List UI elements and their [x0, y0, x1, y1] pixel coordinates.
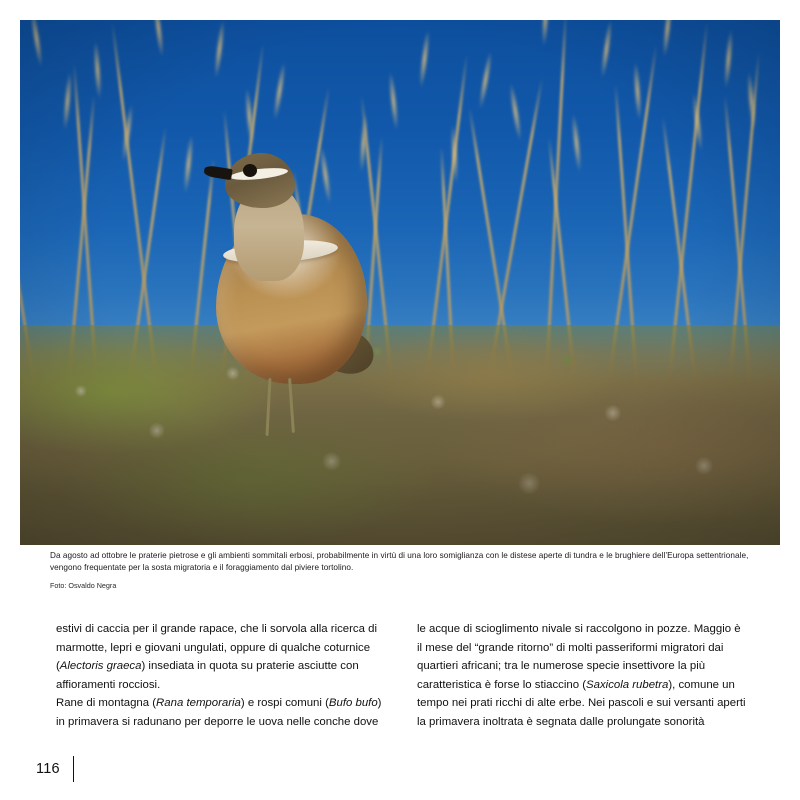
grass-seed-head	[661, 20, 674, 57]
grass-seed-head	[599, 20, 614, 78]
text-run: estivi di caccia per il grande rapace, che li sorvola alla ricerca di marmotte, lepri e giovani ungulati, oppure di qualche coturnice (	[56, 623, 377, 673]
text-run: ), comune un tempo nei prati ricchi di alte erbe. Nei pascoli e sui versanti aperti la primavera inoltrata è segnata dalle prolungate sonorità	[417, 678, 746, 728]
bird-leg-right	[288, 378, 295, 433]
text-run: Rane di montagna (	[56, 697, 157, 710]
photo-figure	[20, 20, 780, 545]
grass-seed-head	[745, 72, 757, 130]
grass-seed-head	[691, 93, 705, 151]
photo-sky	[20, 20, 780, 545]
grass-seed-head	[120, 104, 135, 162]
grass-seed-head	[243, 88, 255, 146]
body-paragraph	[56, 620, 385, 694]
grass-seed-head	[182, 135, 195, 193]
grass-seed-head	[722, 30, 734, 88]
text-run: ) in primavera si radunano per deporre le uova nelle conche dove	[56, 697, 382, 728]
grass-seed-head	[632, 62, 643, 120]
bird-beak	[203, 165, 232, 180]
grass-seed-head	[212, 20, 226, 78]
caption-credit: Foto: Osvaldo Negra	[50, 581, 117, 590]
caption-text: Da agosto ad ottobre le praterie pietrose e gli ambienti sommitali erbosi, probabilmente in virtù di una loro somiglianza con le distese aperte di tundra e le brughiere dell’Europa settentrionale, vengono frequentate per la sosta migratoria e il foraggiamento dal piviere tortolino.	[50, 551, 749, 572]
species-name: Bufo bufo	[328, 697, 378, 710]
grass-seed-head	[272, 62, 288, 120]
page-number: 116	[36, 761, 60, 777]
bird-eye	[243, 164, 257, 177]
folio	[36, 756, 74, 782]
dotterel-bird	[202, 141, 377, 446]
grass-seed-head	[477, 51, 494, 109]
grass-seed-head	[507, 83, 523, 141]
grass-seed-head	[387, 72, 400, 130]
body-column-left	[56, 620, 385, 732]
bird-leg-left	[266, 378, 272, 436]
grass-seed-head	[29, 20, 45, 67]
grass-seed-head	[151, 20, 165, 57]
folio-divider	[73, 756, 74, 782]
grass-seed-head	[570, 114, 583, 172]
text-run: ) insediata in quota su praterie asciutte con affioramenti rocciosi.	[56, 660, 359, 691]
grass-seed-head	[541, 20, 551, 46]
body-columns	[56, 620, 746, 732]
species-name: Alectoris graeca	[59, 660, 142, 673]
body-column-right	[417, 620, 746, 732]
body-paragraph	[56, 694, 385, 731]
text-run: le acque di scioglimento nivale si raccolgono in pozze. Maggio è il mese del “grande ritorno” di molti passeriformi migratori dai quartieri africani; tra le numerose specie insettivore la più caratteristica è forse lo stiaccino (	[417, 623, 741, 691]
bird-head	[225, 153, 295, 208]
text-run: ) e rospi comuni (	[240, 697, 329, 710]
grass-seed-head	[61, 72, 73, 130]
species-name: Rana temporaria	[156, 697, 241, 710]
photo-ground	[20, 325, 780, 546]
body-paragraph	[417, 620, 746, 732]
grass-seed-head	[417, 30, 431, 88]
grass-seed-head	[450, 125, 460, 183]
species-name: Saxicola rubetra	[586, 678, 669, 691]
grass-seed-head	[92, 41, 103, 99]
figure-caption	[50, 550, 750, 591]
